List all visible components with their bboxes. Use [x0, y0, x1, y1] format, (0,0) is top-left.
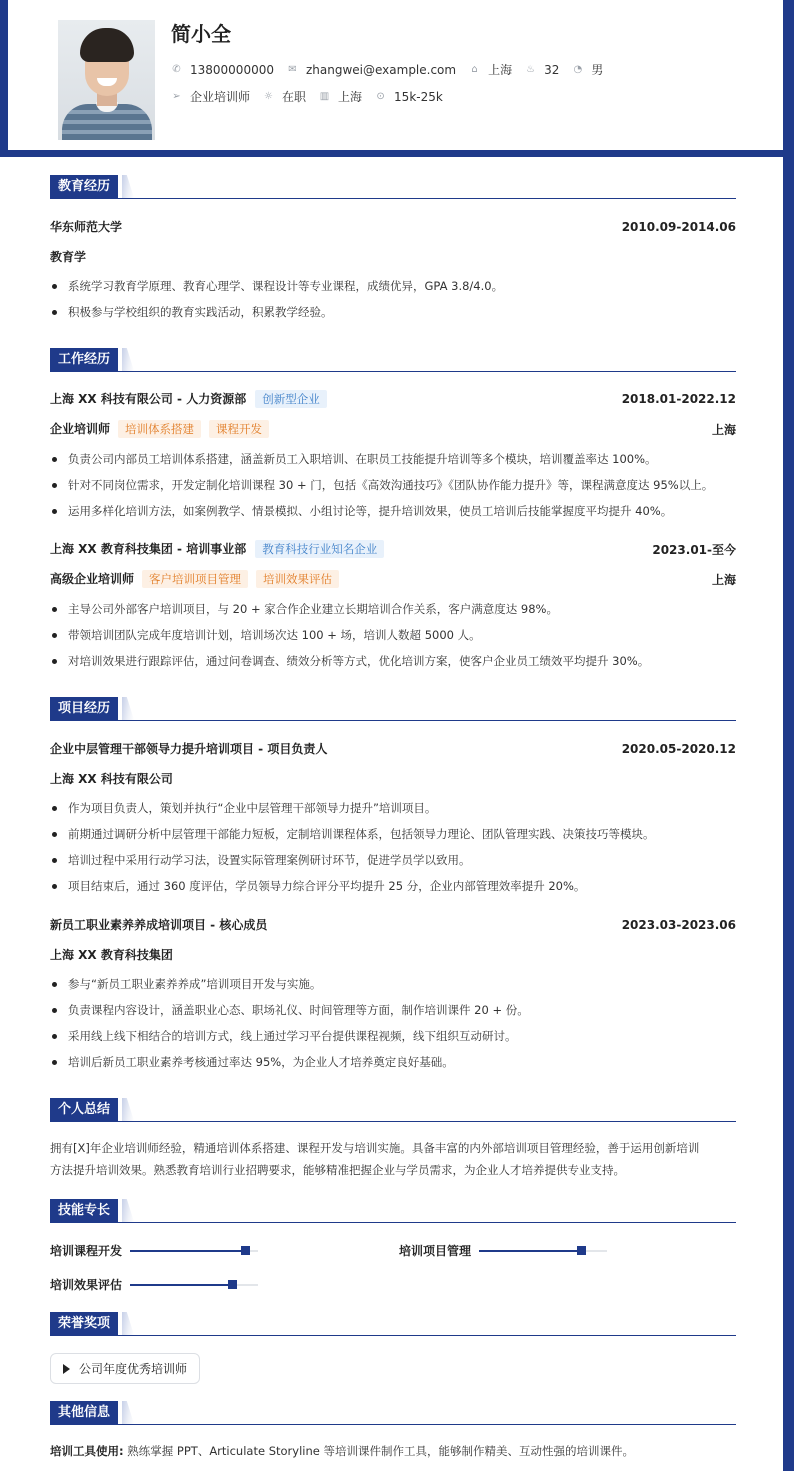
triangle-right-icon [63, 1364, 70, 1374]
role-name: 企业培训师 [50, 422, 111, 436]
list-item: 运用多样化培训方法，如案例教学、情景模拟、小组讨论等，提升培训效果，使员工培训后技能掌握度平均提升 40%。 [50, 503, 736, 519]
major-name: 教育学 [50, 250, 87, 264]
company-tag: 创新型企业 [255, 390, 327, 408]
project-org: 上海 XX 科技有限公司 [50, 772, 173, 786]
target-city-text: 上海 [338, 90, 363, 104]
list-item: 对培训效果进行跟踪评估，通过问卷调查、绩效分析等方式，优化培训方案，使客户企业员工绩效平均提升 30%。 [50, 653, 736, 669]
project-title: 新员工职业素养养成培训项目 - 核心成员 [50, 918, 268, 932]
company-name: 上海 XX 教育科技集团 - 培训事业部 [50, 542, 247, 556]
work-header [50, 390, 736, 408]
education-period: 2010.09-2014.06 [621, 219, 736, 234]
candidate-name: 简小全 [171, 22, 231, 46]
list-item: 系统学习教育学原理、教育心理学、课程设计等专业课程，成绩优异，GPA 3.8/4.0。 [50, 278, 736, 294]
project-org-row [50, 946, 736, 963]
list-item: 培训后新员工职业素养考核通过率达 95%，为企业人才培养奠定良好基础。 [50, 1054, 736, 1070]
section-title: 其他信息 [50, 1401, 118, 1424]
role-tag: 客户培训项目管理 [142, 570, 248, 588]
school-name: 华东师范大学 [50, 220, 123, 234]
building-icon: ▥ [319, 91, 330, 102]
project-period: 2023.03-2023.06 [621, 917, 736, 932]
section-summary [50, 1098, 736, 1122]
header-divider-bar [0, 150, 794, 157]
project-org-row [50, 770, 736, 787]
cake-icon: ♨ [526, 64, 536, 75]
work-period: 2023.01-至今 [652, 542, 736, 557]
list-item: 采用线上线下相结合的培训方式，线上通过学习平台提供课程视频，线下组织互动研讨。 [50, 1028, 736, 1044]
mail-icon: ✉ [288, 64, 297, 75]
list-item: 参与“新员工职业素养养成”培训项目开发与实施。 [50, 976, 736, 992]
project-header [50, 740, 736, 757]
section-work [50, 348, 736, 372]
contact-row [171, 61, 616, 78]
project-title: 企业中层管理干部领导力提升培训项目 - 项目负责人 [50, 742, 328, 756]
phone-icon: ✆ [172, 64, 181, 75]
company-name: 上海 XX 科技有限公司 - 人力资源部 [50, 392, 247, 406]
phone-text: 13800000000 [190, 62, 274, 77]
skill-name: 培训课程开发 [50, 1244, 123, 1258]
list-item: 负责公司内部员工培训体系搭建，涵盖新员工入职培训、在职员工技能提升培训等多个模块，培训覆盖率达 100%。 [50, 451, 736, 467]
city-text: 上海 [488, 63, 513, 77]
section-title: 项目经历 [50, 697, 118, 720]
project-org: 上海 XX 教育科技集团 [50, 948, 173, 962]
list-item: 负责课程内容设计，涵盖职业心态、职场礼仪、时间管理等方面，制作培训课件 20 + 份。 [50, 1002, 736, 1018]
other-text: 熟练掌握 PPT、Articulate Storyline 等培训课件制作工具，能够制作精美、互动性强的培训课件。 [127, 1444, 634, 1458]
home-icon: ⌂ [471, 64, 478, 75]
work-role-row [50, 570, 736, 588]
section-awards [50, 1312, 736, 1336]
list-item: 带领培训团队完成年度培训计划，培训场次达 100 + 场，培训人数超 5000 人。 [50, 627, 736, 643]
list-item: 培训过程中采用行动学习法，设置实际管理案例研讨环节，促进学员学以致用。 [50, 852, 736, 868]
section-title: 工作经历 [50, 348, 118, 371]
skill-name: 培训项目管理 [399, 1244, 472, 1258]
section-title: 教育经历 [50, 175, 118, 198]
status-text: 在职 [282, 90, 307, 104]
section-other [50, 1401, 736, 1425]
work-location: 上海 [711, 572, 736, 587]
company-tag: 教育科技行业知名企业 [255, 540, 384, 558]
skill-bar [130, 1284, 258, 1286]
project-header [50, 916, 736, 933]
list-item: 针对不同岗位需求，开发定制化培训课程 30 + 门，包括《高效沟通技巧》《团队协作能力提升》等，课程满意度达 95%以上。 [50, 477, 736, 493]
list-item: 作为项目负责人，策划并执行“企业中层管理干部领导力提升”培训项目。 [50, 800, 736, 816]
education-header [50, 218, 736, 235]
skill-item [50, 1276, 258, 1293]
avatar [58, 20, 155, 140]
work-header [50, 540, 736, 558]
section-projects [50, 697, 736, 721]
role-name: 高级企业培训师 [50, 572, 135, 586]
job-title-text: 企业培训师 [190, 90, 251, 104]
skill-bar [130, 1250, 258, 1252]
list-item: 积极参与学校组织的教育实践活动，积累教学经验。 [50, 304, 736, 320]
status-icon: ☼ [264, 91, 273, 102]
section-skills [50, 1199, 736, 1223]
skill-item [399, 1242, 607, 1259]
role-tag: 课程开发 [209, 420, 269, 438]
gender-text: 男 [591, 63, 604, 77]
summary-text: 拥有[X]年企业培训师经验，精通培训体系搭建、课程开发与培训实施。具备丰富的内外部培训项目管理经验，善于运用创新培训 方法提升培训效果。熟悉教育培训行业招聘要求，能够精准把握企业与学员需求，为企业人才培养提供专业支持。 [50, 1141, 700, 1177]
skill-item [50, 1242, 258, 1259]
other-label: 培训工具使用: [50, 1444, 124, 1458]
skill-bar [479, 1250, 607, 1252]
skill-name: 培训效果评估 [50, 1278, 123, 1292]
list-item: 项目结束后，通过 360 度评估，学员领导力综合评分平均提升 25 分，企业内部管理效率提升 20%。 [50, 878, 736, 894]
section-title: 个人总结 [50, 1098, 118, 1121]
work-location: 上海 [711, 422, 736, 437]
role-tag: 培训效果评估 [256, 570, 339, 588]
list-item: 主导公司外部客户培训项目，与 20 + 家合作企业建立长期培训合作关系，客户满意度达 98%。 [50, 601, 736, 617]
section-title: 荣誉奖项 [50, 1312, 118, 1335]
section-title: 技能专长 [50, 1199, 118, 1222]
award-item[interactable] [50, 1353, 200, 1384]
work-role-row [50, 420, 736, 438]
role-tag: 培训体系搭建 [118, 420, 201, 438]
email-text: zhangwei@example.com [305, 62, 457, 77]
salary-icon: ⊙ [376, 91, 385, 102]
section-education [50, 175, 736, 199]
frame-right-bar [783, 0, 794, 1471]
award-label: 公司年度优秀培训师 [79, 1362, 188, 1376]
send-icon: ➢ [172, 91, 181, 102]
other-info [50, 1443, 634, 1459]
list-item: 前期通过调研分析中层管理干部能力短板，定制培训课程体系，包括领导力理论、团队管理实践、决策技巧等模块。 [50, 826, 736, 842]
salary-text: 15k-25k [394, 89, 443, 104]
project-period: 2020.05-2020.12 [621, 741, 736, 756]
job-intent-row [171, 88, 456, 105]
work-period: 2018.01-2022.12 [621, 392, 736, 406]
major-row [50, 248, 736, 265]
age-text: 32 [544, 62, 560, 77]
frame-left-bar [0, 0, 8, 157]
gender-icon: ◔ [573, 64, 583, 75]
